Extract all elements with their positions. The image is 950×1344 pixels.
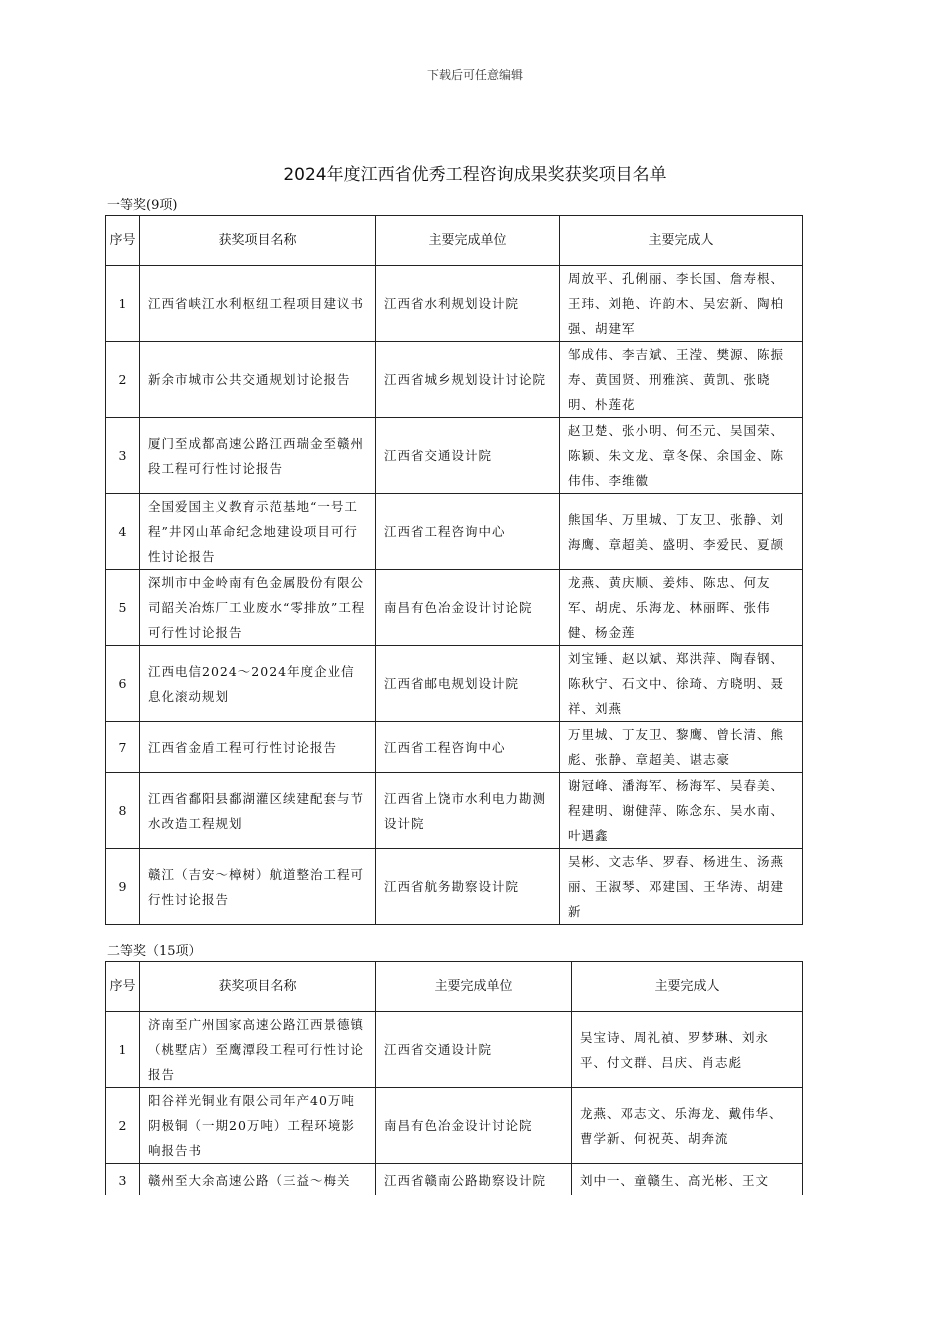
row-number: 1 bbox=[106, 1012, 140, 1088]
col-project: 获奖项目名称 bbox=[140, 216, 376, 266]
project-name: 厦门至成都高速公路江西瑞金至赣州段工程可行性讨论报告 bbox=[140, 418, 376, 494]
completion-unit: 江西省交通设计院 bbox=[376, 1012, 572, 1088]
row-number: 2 bbox=[106, 342, 140, 418]
completion-unit: 江西省赣南公路勘察设计院 bbox=[376, 1164, 572, 1196]
first-prize-table bbox=[105, 215, 803, 925]
table-row bbox=[106, 1012, 803, 1088]
completion-people: 吴宝诗、周礼禎、罗梦琳、刘永平、付文群、吕庆、肖志彪 bbox=[572, 1012, 803, 1088]
project-name: 全国爱国主义教育示范基地“一号工程”井冈山革命纪念地建设项目可行性讨论报告 bbox=[140, 494, 376, 570]
table-row bbox=[106, 646, 803, 722]
completion-unit: 江西省上饶市水利电力勘测设计院 bbox=[376, 773, 560, 849]
row-number: 3 bbox=[106, 1164, 140, 1196]
col-project: 获奖项目名称 bbox=[140, 962, 376, 1012]
completion-unit: 江西省水利规划设计院 bbox=[376, 266, 560, 342]
completion-unit: 江西省邮电规划设计院 bbox=[376, 646, 560, 722]
project-name: 深圳市中金岭南有色金属股份有限公司韶关冶炼厂工业废水“零排放”工程可行性讨论报告 bbox=[140, 570, 376, 646]
row-number: 3 bbox=[106, 418, 140, 494]
table-row bbox=[106, 418, 803, 494]
table-row bbox=[106, 722, 803, 773]
table-row bbox=[106, 1164, 803, 1196]
completion-people: 万里城、丁友卫、黎鹰、曾长清、熊彪、张静、章超美、谌志豪 bbox=[560, 722, 803, 773]
col-seq: 序号 bbox=[106, 962, 140, 1012]
completion-people: 吴彬、文志华、罗春、杨进生、汤燕丽、王淑琴、邓建国、王华涛、胡建新 bbox=[560, 849, 803, 925]
project-name: 济南至广州国家高速公路江西景德镇（桃墅店）至鹰潭段工程可行性讨论报告 bbox=[140, 1012, 376, 1088]
completion-unit: 江西省交通设计院 bbox=[376, 418, 560, 494]
completion-people: 刘宝锤、赵以斌、郑洪萍、陶春钢、陈秋宁、石文中、徐琦、方晓明、聂祥、刘燕 bbox=[560, 646, 803, 722]
row-number: 8 bbox=[106, 773, 140, 849]
table-row bbox=[106, 494, 803, 570]
row-number: 4 bbox=[106, 494, 140, 570]
col-people: 主要完成人 bbox=[572, 962, 803, 1012]
completion-people: 龙燕、黄庆顺、姜炜、陈忠、何友军、胡虎、乐海龙、林丽晖、张伟健、杨金莲 bbox=[560, 570, 803, 646]
completion-unit: 江西省城乡规划设计讨论院 bbox=[376, 342, 560, 418]
completion-unit: 江西省工程咨询中心 bbox=[376, 494, 560, 570]
row-number: 5 bbox=[106, 570, 140, 646]
completion-people: 龙燕、邓志文、乐海龙、戴伟华、曹学新、何祝英、胡奔流 bbox=[572, 1088, 803, 1164]
completion-people: 熊国华、万里城、丁友卫、张静、刘海鹰、章超美、盛明、李爱民、夏颉 bbox=[560, 494, 803, 570]
completion-people: 周放平、孔俐丽、李长国、詹寿根、王玮、刘艳、许韵木、吴宏新、陶柏强、胡建军 bbox=[560, 266, 803, 342]
row-number: 6 bbox=[106, 646, 140, 722]
header-note: 下载后可任意编辑 bbox=[426, 68, 523, 82]
project-name: 江西省鄱阳县鄱湖灌区续建配套与节水改造工程规划 bbox=[140, 773, 376, 849]
row-number: 2 bbox=[106, 1088, 140, 1164]
table-row bbox=[106, 773, 803, 849]
project-name: 新余市城市公共交通规划讨论报告 bbox=[140, 342, 376, 418]
col-people: 主要完成人 bbox=[560, 216, 803, 266]
project-name: 江西省金盾工程可行性讨论报告 bbox=[140, 722, 376, 773]
col-unit: 主要完成单位 bbox=[376, 216, 560, 266]
project-name: 江西电信2024～2024年度企业信息化滚动规划 bbox=[140, 646, 376, 722]
project-name: 赣州至大余高速公路（三益～梅关 bbox=[140, 1164, 376, 1196]
col-seq: 序号 bbox=[106, 216, 140, 266]
completion-people: 邹成伟、李吉斌、王滢、樊源、陈振寿、黄国贤、刑雅滨、黄凯、张晓明、朴莲花 bbox=[560, 342, 803, 418]
completion-people: 谢冠峰、潘海军、杨海军、吴春美、程建明、谢健萍、陈念东、吴水南、叶遇鑫 bbox=[560, 773, 803, 849]
completion-unit: 江西省工程咨询中心 bbox=[376, 722, 560, 773]
row-number: 7 bbox=[106, 722, 140, 773]
table-row bbox=[106, 570, 803, 646]
table-header-row bbox=[106, 962, 803, 1012]
second-prize-table-wrapper bbox=[105, 961, 803, 1195]
col-unit: 主要完成单位 bbox=[376, 962, 572, 1012]
completion-unit: 南昌有色冶金设计讨论院 bbox=[376, 570, 560, 646]
table-row bbox=[106, 1088, 803, 1164]
project-name: 阳谷祥光铜业有限公司年产40万吨阴极铜（一期20万吨）工程环境影响报告书 bbox=[140, 1088, 376, 1164]
row-number: 1 bbox=[106, 266, 140, 342]
table-row bbox=[106, 266, 803, 342]
completion-people: 刘中一、童赣生、高光彬、王文 bbox=[572, 1164, 803, 1196]
project-name: 赣江（吉安～樟树）航道整治工程可行性讨论报告 bbox=[140, 849, 376, 925]
document-title: 2024年度江西省优秀工程咨询成果奖获奖项目名单 bbox=[283, 165, 667, 185]
table-row bbox=[106, 342, 803, 418]
row-number: 9 bbox=[106, 849, 140, 925]
second-prize-table bbox=[105, 961, 803, 1195]
completion-people: 赵卫楚、张小明、何丕元、吴国荣、陈颖、朱文龙、章冬保、余国金、陈伟伟、李维徽 bbox=[560, 418, 803, 494]
second-prize-label: 二等奖（15项） bbox=[107, 944, 202, 959]
table-row bbox=[106, 849, 803, 925]
completion-unit: 南昌有色冶金设计讨论院 bbox=[376, 1088, 572, 1164]
project-name: 江西省峡江水利枢纽工程项目建议书 bbox=[140, 266, 376, 342]
completion-unit: 江西省航务勘察设计院 bbox=[376, 849, 560, 925]
table-header-row bbox=[106, 216, 803, 266]
first-prize-label: 一等奖(9项) bbox=[107, 198, 178, 213]
